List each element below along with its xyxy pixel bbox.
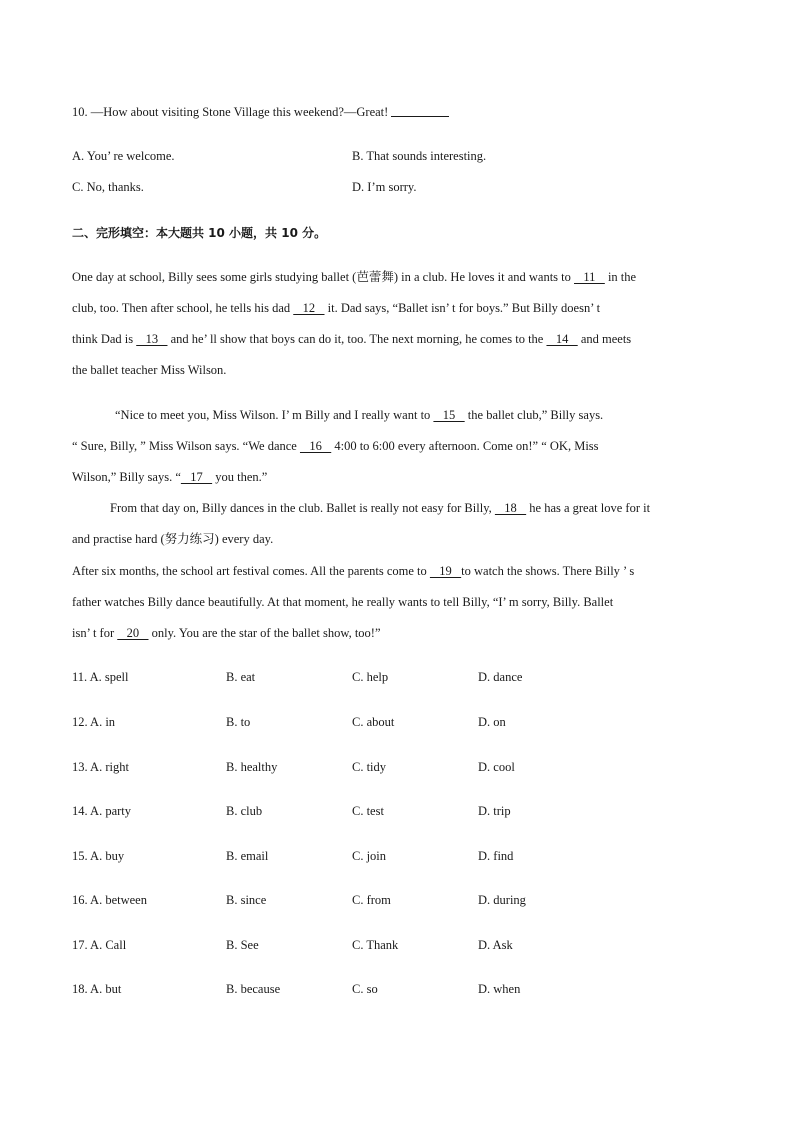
option-row bbox=[0, 803, 794, 819]
option-a: 11. A. spell bbox=[72, 670, 129, 684]
blank-15: 15 bbox=[433, 408, 465, 422]
option-a: 15. A. buy bbox=[72, 849, 125, 863]
passage-text: think Dad is bbox=[72, 332, 137, 346]
option-c: C. from bbox=[352, 893, 391, 907]
passage-text: in the bbox=[604, 270, 637, 284]
option-b: B. club bbox=[226, 804, 263, 818]
passage-text: “Nice to meet you, Miss Wilson. I’ m Billy and I really want to bbox=[115, 408, 434, 422]
option-d: D. trip bbox=[478, 804, 511, 818]
passage-line bbox=[72, 438, 599, 454]
option-a: 14. A. party bbox=[72, 804, 132, 818]
blank-14: 14 bbox=[546, 332, 578, 346]
passage-line bbox=[72, 331, 631, 347]
section-heading: 二、完形填空：本大题共 10 小题，共 10 分。 bbox=[72, 226, 327, 240]
q10-option-d: D. I’m sorry. bbox=[352, 180, 417, 194]
option-b: B. because bbox=[226, 982, 281, 996]
passage-line bbox=[72, 625, 381, 641]
passage-text: From that day on, Billy dances in the club. Ballet is really not easy for Billy, bbox=[110, 501, 495, 515]
passage-text: it. Dad says, “Ballet isn’ t for boys.” But Billy doesn’ t bbox=[324, 301, 601, 315]
blank-19: 19 bbox=[429, 564, 462, 578]
q10-option-a: A. You’ re welcome. bbox=[72, 149, 175, 163]
option-b: B. eat bbox=[226, 670, 256, 684]
passage-text: One day at school, Billy sees some girls studying ballet (芭蕾舞) in a club. He loves it and wants to bbox=[72, 270, 575, 284]
answer-blank bbox=[391, 104, 449, 117]
option-c: C. join bbox=[352, 849, 387, 863]
option-d: D. on bbox=[478, 715, 506, 729]
option-row bbox=[0, 714, 794, 730]
passage-line: father watches Billy dance beautifully. At that moment, he really wants to tell Billy, “I’ m sorry, Billy. Ballet bbox=[72, 595, 614, 609]
option-d: D. dance bbox=[478, 670, 523, 684]
passage-text: and he’ ll show that boys can do it, too. The next morning, he comes to the bbox=[167, 332, 547, 346]
option-d: D. cool bbox=[478, 760, 515, 774]
option-row bbox=[0, 981, 794, 997]
option-c: C. help bbox=[352, 670, 389, 684]
option-c: C. so bbox=[352, 982, 378, 996]
option-row bbox=[0, 669, 794, 685]
passage-line: the ballet teacher Miss Wilson. bbox=[72, 363, 227, 377]
option-d: D. when bbox=[478, 982, 521, 996]
option-a: 13. A. right bbox=[72, 760, 129, 774]
option-a: 18. A. but bbox=[72, 982, 122, 996]
option-row bbox=[0, 937, 794, 953]
passage-text: you then.” bbox=[212, 470, 268, 484]
option-b: B. to bbox=[226, 715, 251, 729]
option-c: C. tidy bbox=[352, 760, 387, 774]
blank-11: 11 bbox=[574, 270, 605, 284]
option-d: D. find bbox=[478, 849, 514, 863]
passage-text: club, too. Then after school, he tells his dad bbox=[72, 301, 294, 315]
option-c: C. Thank bbox=[352, 938, 399, 952]
passage-text: he has a great love for it bbox=[526, 501, 651, 515]
passage-text: isn’ t for bbox=[72, 626, 118, 640]
option-d: D. Ask bbox=[478, 938, 513, 952]
option-c: C. about bbox=[352, 715, 395, 729]
option-d: D. during bbox=[478, 893, 526, 907]
option-b: B. See bbox=[226, 938, 259, 952]
option-b: B. email bbox=[226, 849, 269, 863]
option-row bbox=[0, 892, 794, 908]
option-a: 16. A. between bbox=[72, 893, 147, 907]
q10-option-c: C. No, thanks. bbox=[72, 180, 144, 194]
blank-20: 20 bbox=[117, 626, 149, 640]
blank-16: 16 bbox=[299, 439, 332, 453]
blank-12: 12 bbox=[293, 301, 325, 315]
passage-line bbox=[110, 500, 650, 516]
passage-line: and practise hard (努力练习) every day. bbox=[72, 532, 274, 546]
option-a: 12. A. in bbox=[72, 715, 116, 729]
blank-18: 18 bbox=[494, 501, 527, 515]
option-c: C. test bbox=[352, 804, 384, 818]
option-b: B. since bbox=[226, 893, 267, 907]
passage-text: Wilson,” Billy says. “ bbox=[72, 470, 181, 484]
passage-line bbox=[72, 563, 634, 579]
passage-text: only. You are the star of the ballet show, too!” bbox=[148, 626, 381, 640]
passage-text: to watch the shows. There Billy ’ s bbox=[461, 564, 635, 578]
blank-13: 13 bbox=[136, 332, 168, 346]
option-row bbox=[0, 759, 794, 775]
question-10-stem bbox=[72, 104, 449, 120]
question-10-text: 10. —How about visiting Stone Village this weekend?—Great! bbox=[72, 105, 392, 119]
passage-text: 4:00 to 6:00 every afternoon. Come on!” “ OK, Miss bbox=[331, 439, 599, 453]
passage-text: and meets bbox=[577, 332, 632, 346]
passage-line bbox=[72, 269, 636, 285]
option-a: 17. A. Call bbox=[72, 938, 127, 952]
passage-text: the ballet club,” Billy says. bbox=[464, 408, 604, 422]
passage-text: After six months, the school art festival comes. All the parents come to bbox=[72, 564, 430, 578]
passage-line bbox=[115, 407, 603, 423]
option-b: B. healthy bbox=[226, 760, 278, 774]
passage-text: “ Sure, Billy, ” Miss Wilson says. “We dance bbox=[72, 439, 300, 453]
blank-17: 17 bbox=[180, 470, 213, 484]
passage-line bbox=[72, 469, 267, 485]
option-row bbox=[0, 848, 794, 864]
q10-option-b: B. That sounds interesting. bbox=[352, 149, 487, 163]
passage-line bbox=[72, 300, 600, 316]
